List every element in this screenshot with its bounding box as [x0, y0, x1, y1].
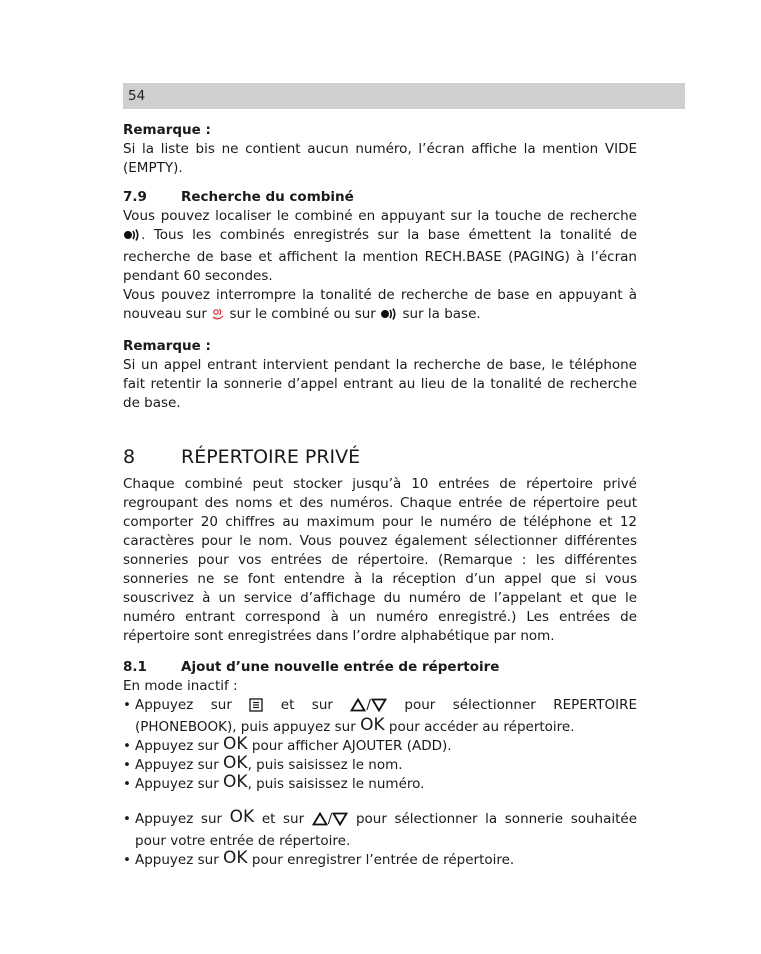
item-text: Appuyez sur: [135, 852, 219, 868]
paging-paragraph-2: [123, 286, 637, 327]
list-item: [123, 848, 637, 870]
list-item: [123, 696, 637, 737]
slash-separator: /: [366, 697, 371, 713]
paragraph-text: sur le combiné ou sur: [229, 306, 376, 322]
ok-key-icon: OK: [223, 848, 248, 868]
menu-key-icon: [249, 698, 263, 718]
item-text: pour enregistrer l’entrée de répertoire.: [251, 852, 515, 868]
page-header-bar: [123, 83, 685, 109]
item-text: et sur: [280, 697, 333, 713]
ok-key-icon: OK: [223, 734, 248, 754]
red-paging-handset-icon: [211, 307, 225, 327]
item-text: pour afficher AJOUTER (ADD).: [251, 738, 452, 754]
item-text: pour sélectionner REPERTOIRE (PHONEBOOK), puis appuyez sur: [135, 697, 638, 735]
ok-key-icon: OK: [223, 772, 248, 792]
section-number: 8.1: [123, 659, 147, 675]
item-text: Appuyez sur: [135, 757, 219, 773]
list-item: [123, 753, 637, 775]
list-item: [123, 807, 638, 851]
instruction-list: [123, 807, 638, 870]
list-item: [123, 772, 637, 794]
section-title: Ajout d’une nouvelle entrée de répertoire: [181, 659, 500, 675]
paragraph-text: sur la base.: [402, 306, 481, 322]
section-heading-7-9: [123, 188, 637, 207]
page-content: [123, 121, 637, 870]
ok-key-icon: OK: [360, 715, 385, 735]
paragraph-text: . Tous les combinés enregistrés sur la base émettent la tonalité de recherche de base et affichent la mention RECH.BASE (PAGING) à l’écran pendant 60 secondes.: [123, 227, 637, 284]
ok-key-icon: OK: [229, 807, 255, 827]
ok-key-icon: OK: [223, 753, 248, 773]
instruction-list: [123, 696, 637, 794]
paragraph-text: Vous pouvez interrompre la tonalité de recherche de base en appuyant à nouveau sur: [123, 287, 637, 322]
paging-paragraph-1: [123, 207, 637, 286]
section-number: 7.9: [123, 189, 147, 205]
note-text: Si un appel entrant intervient pendant la recherche de base, le téléphone fait retentir la sonnerie d’appel entrant au lieu de la tonalité de recherche de base.: [123, 357, 637, 411]
note-title: Remarque :: [123, 338, 211, 354]
section-title: Recherche du combiné: [181, 189, 354, 205]
list-item: [123, 734, 637, 756]
item-text: , puis saisissez le nom.: [247, 757, 403, 773]
slash-separator: /: [327, 811, 333, 827]
section-8-body: Chaque combiné peut stocker jusqu’à 10 entrées de répertoire privé regroupant des noms et des numéros. Chaque entrée de répertoire peut comporter 20 chiffres au maximum pour le numéro de téléphone et 12 caractères pour le nom. Vous pouvez également sélectionner différentes sonneries pour vos entrées de répertoire. (Remarque : les différentes sonneries ne se font entendre à la réception d’un appel que si vous souscrivez à un service d’affichage du numéro de l’appelant et que le numéro entrant correspond à un numéro enregistré.) Les entrées de répertoire sont enregistrées dans l’ordre alphabétique par nom.: [123, 476, 637, 644]
note-title: Remarque :: [123, 122, 211, 138]
item-text: Appuyez sur: [135, 776, 219, 792]
note-text: Si la liste bis ne contient aucun numéro, l’écran affiche la mention VIDE (EMPTY).: [123, 141, 637, 176]
paging-key-icon: [380, 307, 398, 327]
item-text: pour accéder au répertoire.: [388, 719, 575, 735]
up-triangle-icon: [312, 812, 328, 832]
section-number: 8: [123, 446, 136, 468]
section-heading-8: [123, 445, 637, 469]
down-triangle-icon: [332, 812, 348, 832]
item-text: , puis saisissez le numéro.: [247, 776, 425, 792]
paging-key-icon: [123, 228, 141, 248]
item-text: Appuyez sur: [135, 811, 223, 827]
item-text: et sur: [261, 811, 305, 827]
section-heading-8-1: [123, 658, 637, 677]
item-text: Appuyez sur: [135, 697, 232, 713]
item-text: Appuyez sur: [135, 738, 219, 754]
intro-text: En mode inactif :: [123, 678, 238, 694]
item-text: pour sélectionner la sonnerie souhaitée pour votre entrée de répertoire.: [135, 811, 638, 849]
page-number: 54: [128, 88, 146, 104]
section-title: RÉPERTOIRE PRIVÉ: [181, 446, 361, 468]
paragraph-text: Vous pouvez localiser le combiné en appuyant sur la touche de recherche: [123, 208, 637, 224]
